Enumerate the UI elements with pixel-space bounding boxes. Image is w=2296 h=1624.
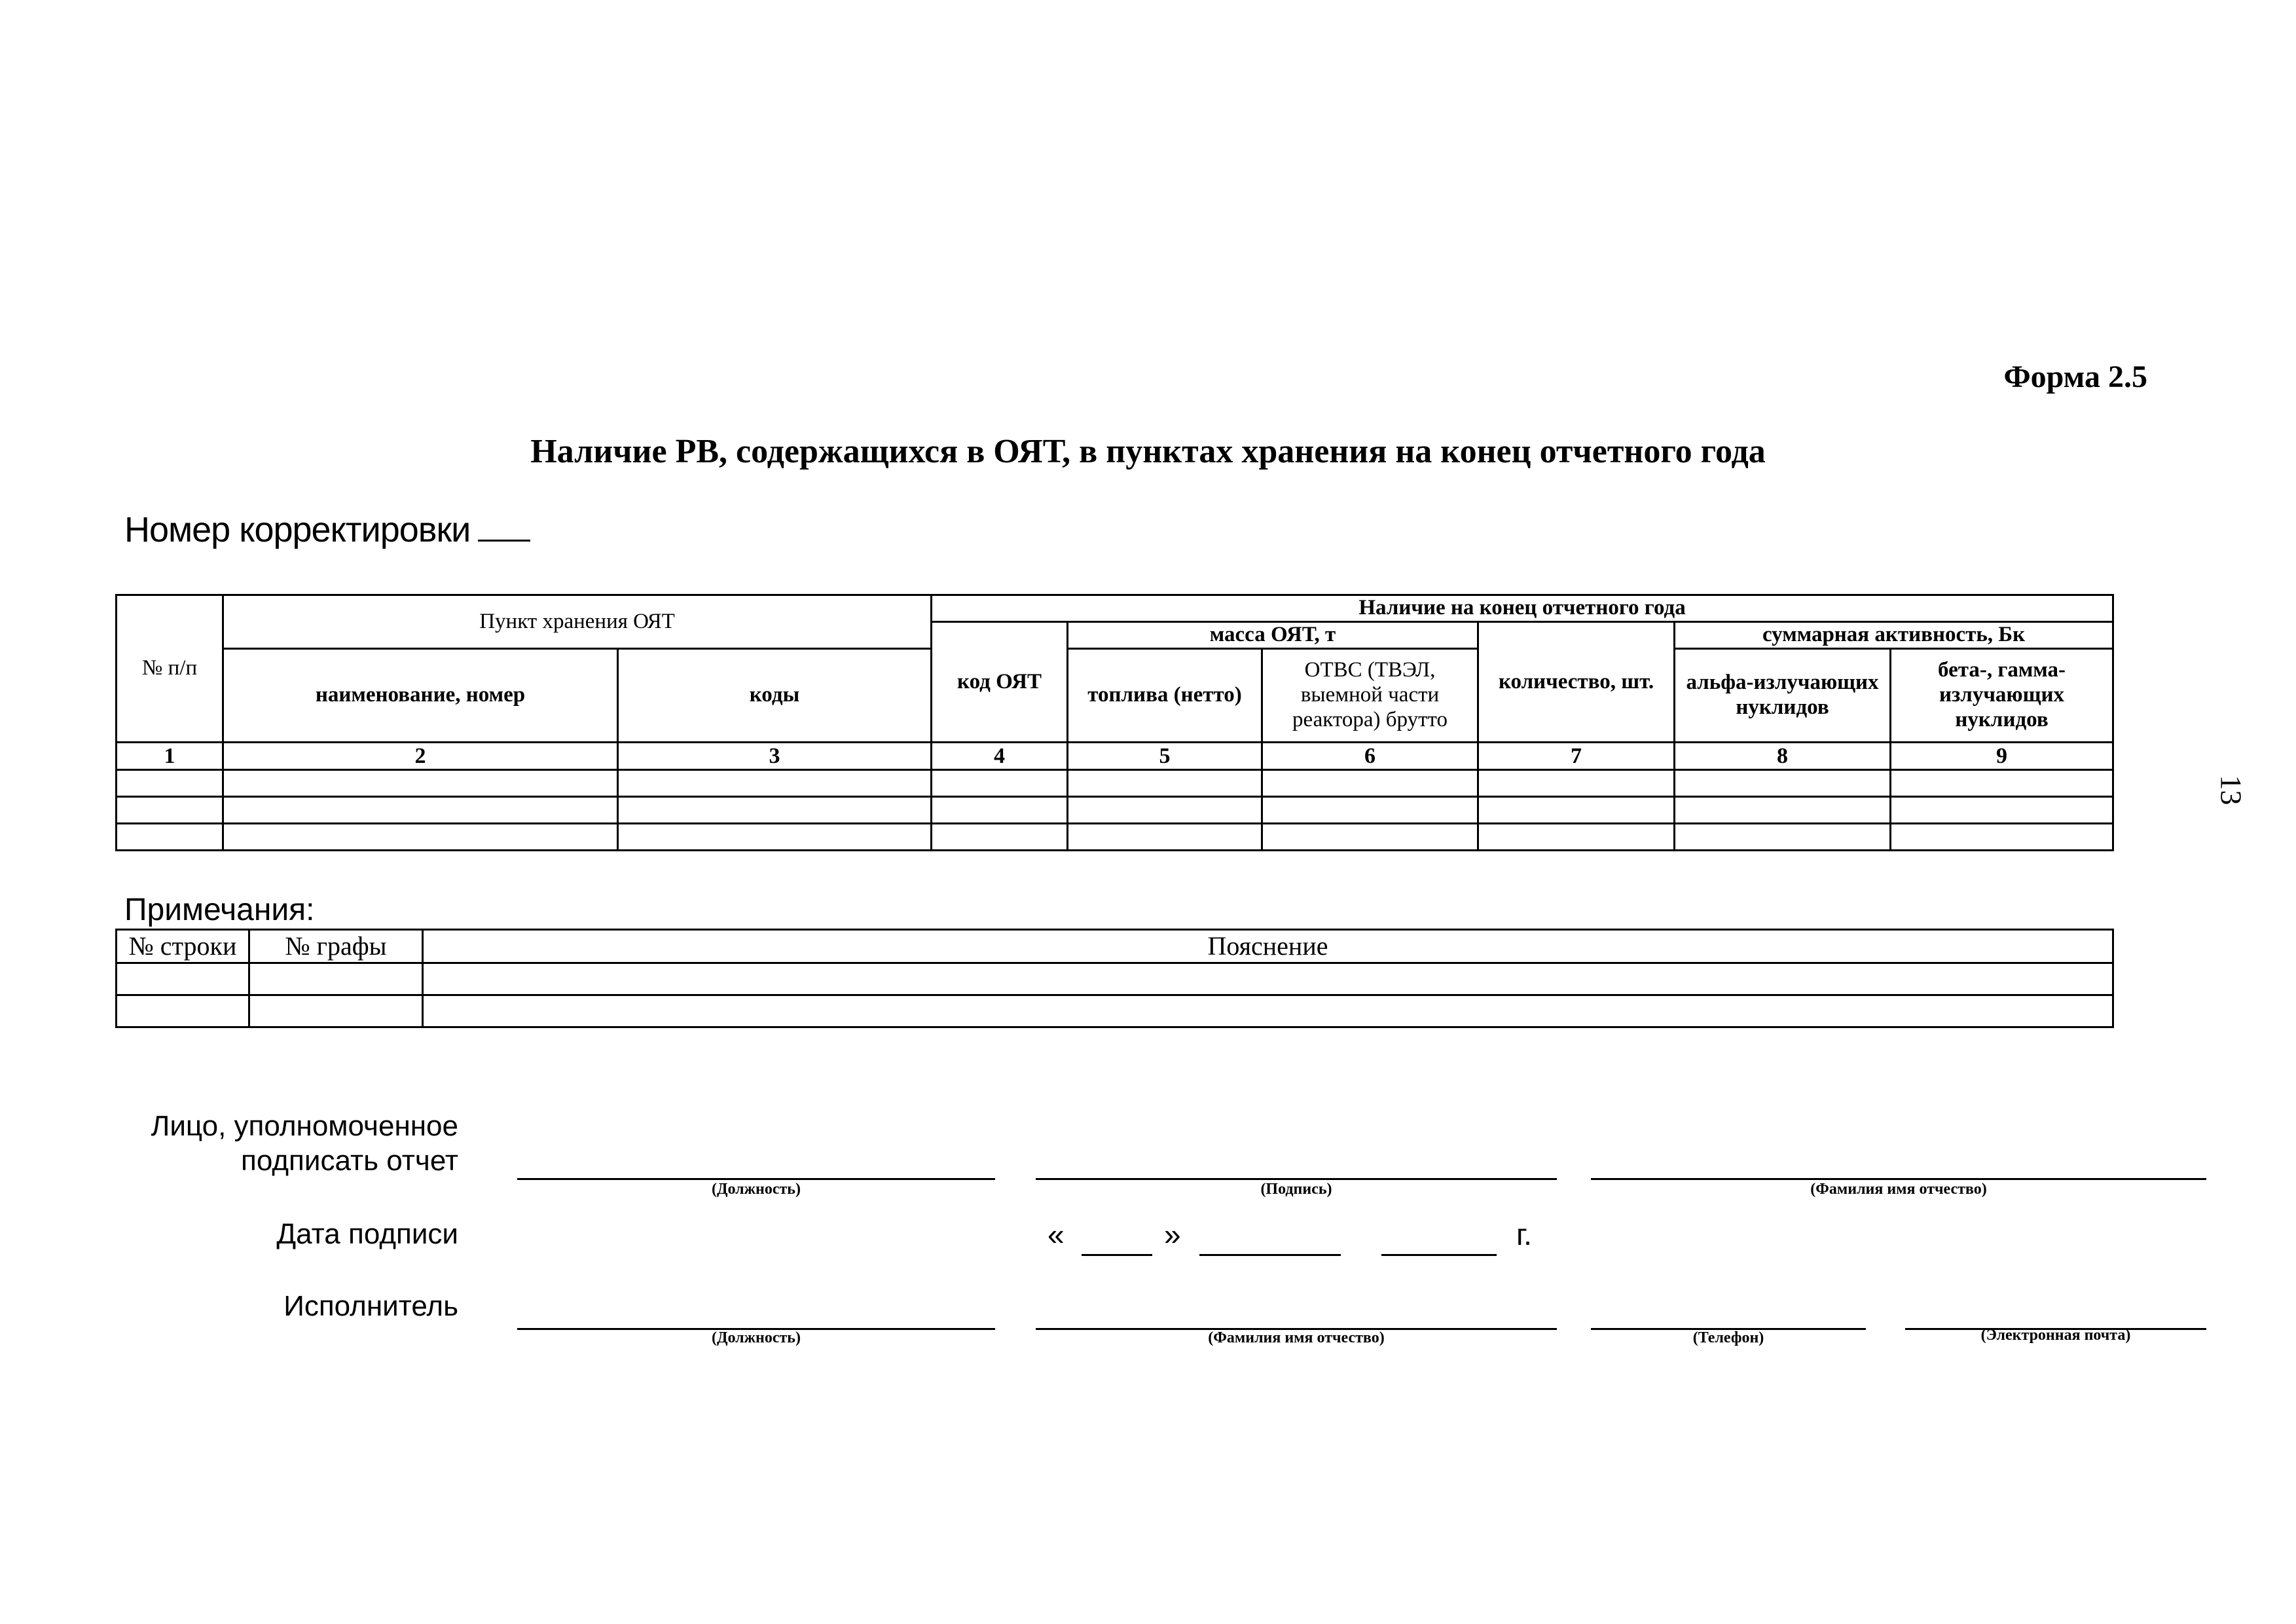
col-header-name: наименование, номер: [223, 649, 618, 743]
table-cell[interactable]: [423, 995, 2113, 1027]
phone-caption: (Телефон): [1692, 1329, 1764, 1346]
year-suffix: г.: [1516, 1217, 1532, 1251]
table-cell[interactable]: [1891, 770, 2113, 797]
table-cell[interactable]: [117, 797, 223, 824]
form-number: Форма 2.5: [2003, 360, 2147, 394]
executor-label: Исполнитель: [283, 1290, 458, 1322]
correction-number: [124, 509, 530, 550]
table-cell[interactable]: [117, 770, 223, 797]
table-cell[interactable]: [423, 963, 2113, 995]
authorized-person-label-1: Лицо, уполномоченное: [151, 1110, 458, 1142]
table-cell[interactable]: [1262, 824, 1478, 851]
notes-row: [117, 995, 2113, 1027]
table-cell[interactable]: [249, 963, 423, 995]
col-header-number: № п/п: [117, 595, 223, 743]
col-header-otvs: ОТВС (ТВЭЛ, выемной части реактора) брутто: [1262, 649, 1478, 743]
date-year-line[interactable]: [1381, 1254, 1497, 1256]
notes-row: [117, 963, 2113, 995]
table-cell[interactable]: [1675, 770, 1891, 797]
date-label: Дата подписи: [276, 1218, 458, 1250]
column-number: 9: [1891, 743, 2113, 770]
table-cell[interactable]: [117, 995, 249, 1027]
notes-col-column: № графы: [249, 930, 423, 963]
table-cell[interactable]: [618, 824, 932, 851]
fullname-line[interactable]: [1591, 1178, 2206, 1180]
col-header-alpha: альфа-излучающих нуклидов: [1675, 649, 1891, 743]
table-cell[interactable]: [1068, 797, 1262, 824]
table-cell[interactable]: [1068, 770, 1262, 797]
authorized-person-label-2: подписать отчет: [241, 1145, 458, 1177]
notes-col-explanation: Пояснение: [423, 930, 2113, 963]
email-caption: (Электронная почта): [1980, 1327, 2131, 1344]
column-number: 4: [932, 743, 1068, 770]
table-cell[interactable]: [932, 797, 1068, 824]
col-header-codes: коды: [618, 649, 932, 743]
column-numbers-row: [117, 743, 2113, 770]
date-month-line[interactable]: [1199, 1254, 1341, 1256]
table-cell[interactable]: [1478, 797, 1675, 824]
exec-position-caption: (Должность): [711, 1329, 801, 1346]
col-group-presence: Наличие на конец отчетного года: [932, 595, 2113, 622]
col-group-storage: Пункт хранения ОЯТ: [223, 595, 932, 649]
table-cell[interactable]: [618, 770, 932, 797]
table-cell[interactable]: [223, 770, 618, 797]
col-group-activity: суммарная активность, Бк: [1675, 622, 2113, 649]
signature-caption: (Подпись): [1260, 1181, 1332, 1198]
table-cell[interactable]: [117, 963, 249, 995]
position-line[interactable]: [517, 1178, 995, 1180]
col-header-code-oyat: код ОЯТ: [932, 622, 1068, 743]
column-number: 8: [1675, 743, 1891, 770]
table-row: [117, 824, 2113, 851]
table-cell[interactable]: [223, 797, 618, 824]
column-number: 6: [1262, 743, 1478, 770]
table-cell[interactable]: [1478, 824, 1675, 851]
column-number: 1: [117, 743, 223, 770]
notes-label: Примечания:: [124, 893, 315, 927]
col-header-fuel: топлива (нетто): [1068, 649, 1262, 743]
column-number: 7: [1478, 743, 1675, 770]
column-number: 5: [1068, 743, 1262, 770]
page-title: Наличие РВ, содержащихся в ОЯТ, в пунктах хранения на конец отчетного года: [530, 433, 1766, 470]
table-cell[interactable]: [1891, 797, 2113, 824]
page-number: 13: [2214, 775, 2248, 805]
correction-label: Номер корректировки: [124, 510, 471, 549]
table-cell[interactable]: [932, 824, 1068, 851]
date-day-line[interactable]: [1082, 1254, 1152, 1256]
col-header-quantity: количество, шт.: [1478, 622, 1675, 743]
fullname-caption: (Фамилия имя отчество): [1810, 1181, 1987, 1198]
table-cell[interactable]: [1675, 797, 1891, 824]
quote-close: »: [1164, 1217, 1181, 1251]
table-row: [117, 770, 2113, 797]
table-row: [117, 797, 2113, 824]
col-group-mass: масса ОЯТ, т: [1068, 622, 1478, 649]
table-cell[interactable]: [932, 770, 1068, 797]
table-cell[interactable]: [223, 824, 618, 851]
table-cell[interactable]: [249, 995, 423, 1027]
quote-open: «: [1048, 1217, 1065, 1251]
position-caption: (Должность): [711, 1181, 801, 1198]
column-number: 2: [223, 743, 618, 770]
correction-input-line[interactable]: [478, 511, 530, 542]
notes-col-row: № строки: [117, 930, 249, 963]
storage-table: [115, 594, 2114, 851]
table-cell[interactable]: [1675, 824, 1891, 851]
exec-fullname-caption: (Фамилия имя отчество): [1208, 1329, 1385, 1346]
table-cell[interactable]: [1891, 824, 2113, 851]
table-cell[interactable]: [1478, 770, 1675, 797]
signature-line[interactable]: [1036, 1178, 1557, 1180]
table-cell[interactable]: [1262, 770, 1478, 797]
notes-table: [115, 929, 2114, 1028]
table-cell[interactable]: [1262, 797, 1478, 824]
column-number: 3: [618, 743, 932, 770]
table-cell[interactable]: [618, 797, 932, 824]
table-cell[interactable]: [117, 824, 223, 851]
col-header-beta: бета-, гамма-излучающих нуклидов: [1891, 649, 2113, 743]
table-cell[interactable]: [1068, 824, 1262, 851]
